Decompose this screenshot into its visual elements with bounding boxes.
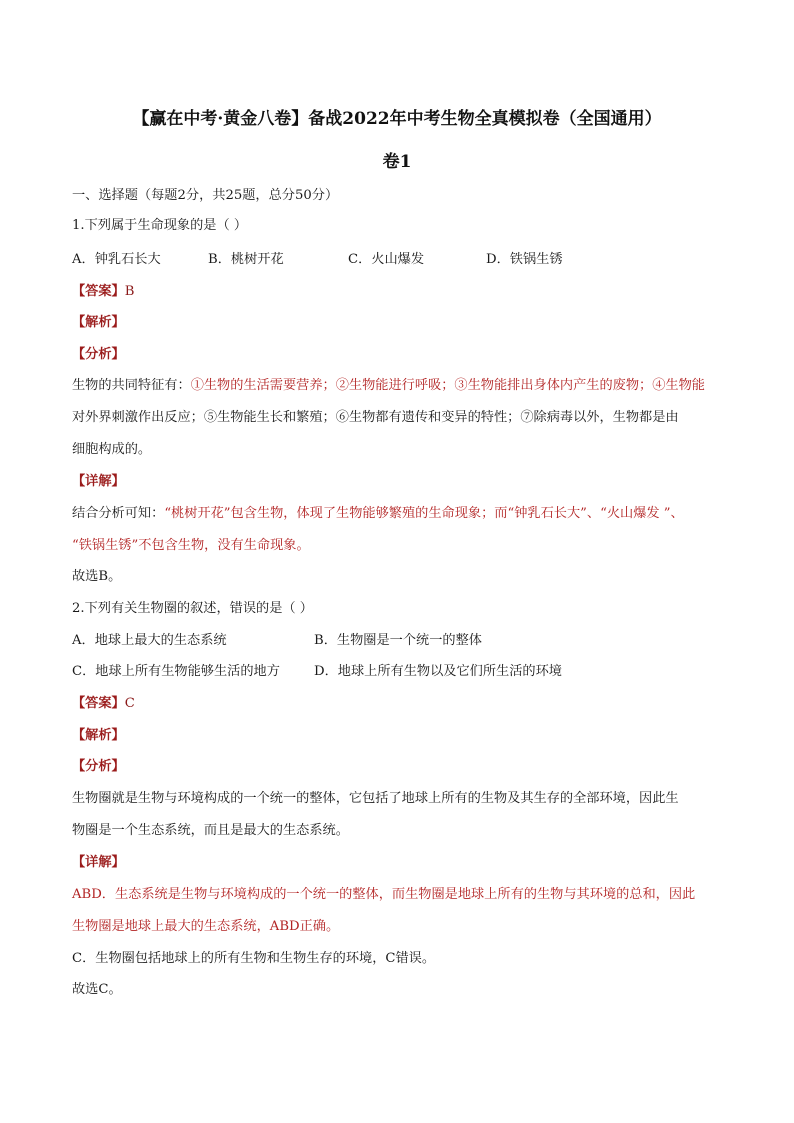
q1-fenxi-tag: 【分析】 (72, 347, 125, 362)
q1-fenxi-a: 生物的共同特征有： (72, 378, 191, 393)
q1-jiexi-tag: 【解析】 (72, 315, 125, 330)
q2-detail-line3: C．生物圈包括地球上的所有生物和生物生存的环境，C错误。 (72, 951, 436, 966)
q1-detail-a: 结合分析可知： (72, 506, 165, 521)
q1-answer-value: B (124, 284, 135, 299)
q2-answer (72, 694, 732, 714)
q1-xiangjie-tag: 【详解】 (72, 474, 125, 489)
q1-fenxi-line1 (72, 376, 732, 396)
q1-answer-tag: 【答案】 (72, 284, 125, 299)
section-heading: 一、选择题（每题2分，共25题，总分50分） (72, 188, 339, 203)
document-subtitle: 卷1 (382, 152, 412, 172)
q1-conclusion: 故选B。 (72, 569, 122, 584)
q2-option-d: D．地球上所有生物以及它们所生活的环境 (314, 664, 562, 679)
q1-option-c: C．火山爆发 (348, 252, 425, 267)
q1-option-a: A．钟乳石长大 (72, 252, 161, 267)
q1-answer (72, 282, 732, 302)
q2-conclusion: 故选C。 (72, 982, 122, 997)
q2-detail-line1: ABD．生态系统是生物与环境构成的一个统一的整体，而生物圈是地球上所有的生物与其环境的总和，因此 (72, 887, 696, 902)
q1-fenxi-b: ①生物的生活需要营养；②生物能进行呼吸；③生物能排出身体内产生的废物；④生物能 (190, 378, 705, 393)
q1-detail-line2: “铁锅生锈”不包含生物，没有生命现象。 (72, 538, 310, 553)
q2-option-a: A．地球上最大的生态系统 (72, 633, 227, 648)
q2-detail-line2: 生物圈是地球上最大的生态系统，ABD正确。 (72, 919, 340, 934)
q2-jiexi-tag: 【解析】 (72, 728, 125, 743)
q1-option-d: D．铁锅生锈 (486, 252, 563, 267)
q2-answer-value: C (124, 696, 135, 711)
q1-option-b: B．桃树开花 (208, 252, 284, 267)
q2-stem: 2.下列有关生物圈的叙述，错误的是（ ） (72, 601, 313, 616)
q2-option-c: C．地球上所有生物能够生活的地方 (72, 664, 280, 679)
q1-stem: 1.下列属于生命现象的是（ ） (72, 218, 248, 233)
q2-fenxi-line1: 生物圈就是生物与环境构成的一个统一的整体，它包括了地球上所有的生物及其生存的全部环境，因此生 (72, 791, 679, 806)
q2-fenxi-tag: 【分析】 (72, 759, 125, 774)
q2-answer-tag: 【答案】 (72, 696, 125, 711)
q1-fenxi-line3: 细胞构成的。 (72, 442, 152, 457)
q1-detail-line1 (72, 504, 732, 524)
q2-xiangjie-tag: 【详解】 (72, 855, 125, 870)
q1-fenxi-line2: 对外界刺激作出反应；⑤生物能生长和繁殖；⑥生物都有遗传和变异的特性；⑦除病毒以外，生物都是由 (72, 410, 679, 425)
document-title: 【赢在中考·黄金八卷】备战2022年中考生物全真模拟卷（全国通用） (132, 109, 662, 129)
q1-detail-b: “桃树开花”包含生物，体现了生物能够繁殖的生命现象；而“钟乳石长大”、“火山爆发 ”、 (164, 506, 684, 521)
q2-fenxi-line2: 物圈是一个生态系统，而且是最大的生态系统。 (72, 823, 349, 838)
q2-option-b: B．生物圈是一个统一的整体 (314, 633, 482, 648)
